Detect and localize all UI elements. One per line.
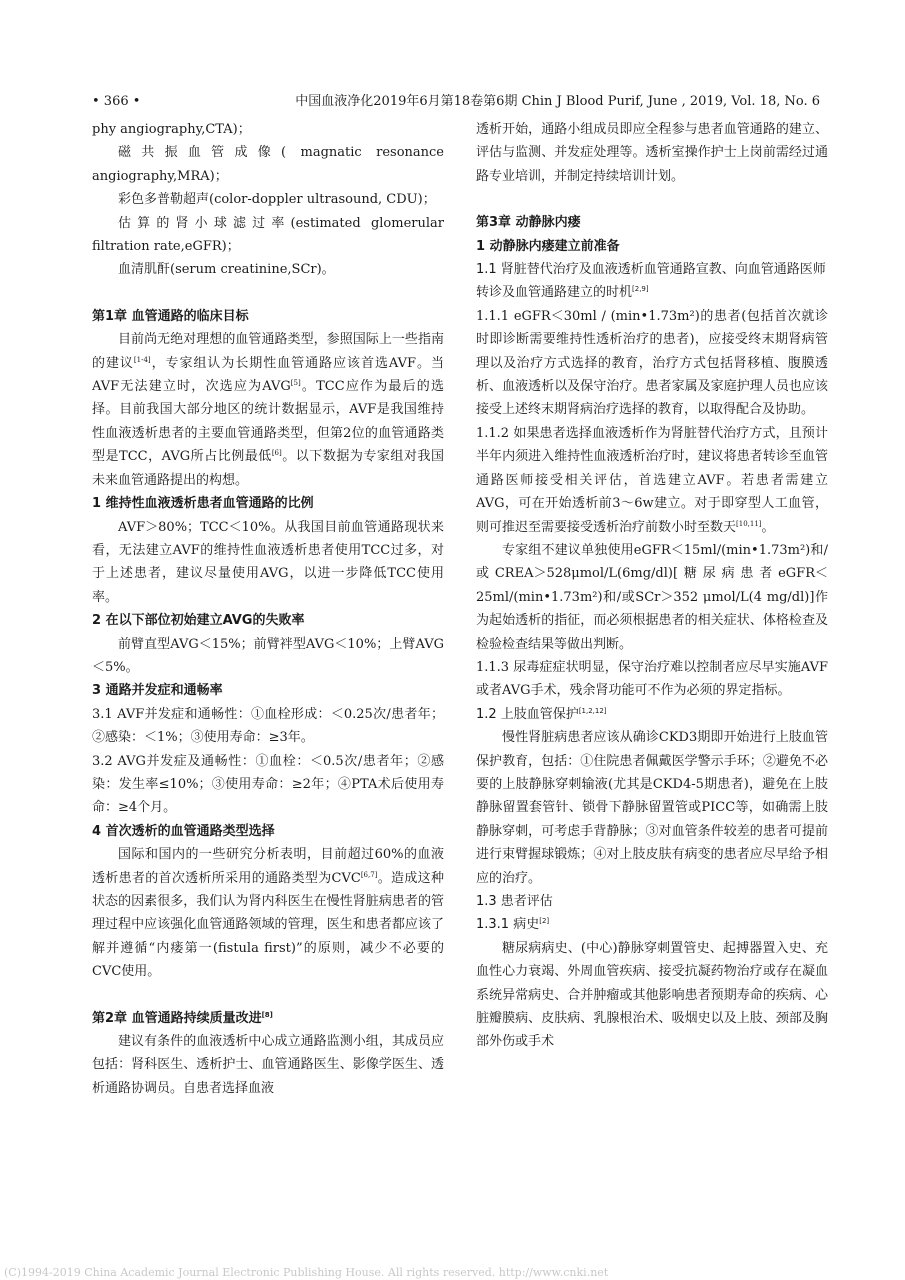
paragraph: 目前尚无绝对理想的血管通路类型，参照国际上一些指南的建议[1-4]，专家组认为长期性血管通路应该首选AVF。当AVF无法建立时，次选应为AVG[5]。TCC应作为最后的选择。目前我国大部分地区的统计数据显示，AVF是我国维持性血液透析患者的主要血管通路类型，但第2位的血管通路类型是TCC，AVG所占比例最低[6]。以下数据为专家组对我国未来血管通路提出的构想。 [92,332,444,488]
section-heading: 2 在以下部位初始建立AVG的失败率 [92,613,305,629]
page-number: • 366 • [92,94,141,109]
citation-ref: [2,9] [632,285,649,294]
chapter-2-heading: 第2章 血管通路持续质量改进[8] [92,1010,273,1026]
paragraph: phy angiography,CTA)； [92,122,251,137]
paragraph: 透析开始，通路小组成员即应全程参与患者血管通路的建立、评估与监测、并发症处理等。透析室操作护士上岗前需经过通路专业培训，并制定持续培训计划。 [476,122,828,184]
paragraph: 建议有条件的血液透析中心成立通路监测小组，其成员应包括：肾科医生、透析护士、血管通路医生、影像学医生、透析通路协调员。自患者选择血液 [92,1034,444,1096]
copyright-footer: (C)1994-2019 China Academic Journal Electronic Publishing House. All rights reserved. http://www.cnki.net [4,1266,609,1279]
subsection-heading: 1.3 患者评估 [476,894,553,909]
citation-ref: [6,7] [360,870,378,879]
chapter-1-heading: 第1章 血管通路的临床目标 [92,308,249,324]
section-heading: 3 通路并发症和通畅率 [92,683,223,699]
subsection-heading: 1.1 肾脏替代治疗及血液透析血管通路宣教、向血管通路医师转诊及血管通路建立的时机[2,9] [476,262,826,301]
paragraph: 专家组不建议单独使用eGFR＜15ml/(min•1.73m²)和/或CREA＞528μmol/L(6mg/dl)[糖尿病患者eGFR＜25ml/(min•1.73m²)和/或SCr＞352 μmol/L(4 mg/dl)]作为起始透析的指征，而必须根据患者的相关症状、体格检查及检验检查结果等做出判断。 [476,542,828,652]
subsection-heading: 1.2 上肢血管保护[1,2,12] [476,706,607,722]
citation-ref: [5] [290,379,301,388]
paragraph: 国际和国内的一些研究分析表明，目前超过60%的血液透析患者的首次透析所采用的通路类型为CVC[6,7]。造成这种状态的因素很多，我们认为肾内科医生在慢性肾脏病患者的管理过程中应该强化血管通路领域的管理，医生和患者都应该了解并遵循“内瘘第一(fistula first)”的原则，减少不必要的CVC使用。 [92,847,444,980]
citation-ref: [1-4] [133,355,151,364]
paragraph: 3.1 AVF并发症和通畅性：①血栓形成：＜0.25次/患者年；②感染：＜1%；③使用寿命：≥3年。 [92,706,444,746]
page-header [92,93,820,111]
section-heading: 1 动静脉内瘘建立前准备 [476,238,620,254]
paragraph: 前臂直型AVG＜15%；前臂袢型AVG＜10%；上臂AVG＜5%。 [92,636,444,675]
right-column [476,118,828,1054]
section-heading: 1 维持性血液透析患者血管通路的比例 [92,496,314,512]
paragraph: 糖尿病病史、(中心)静脉穿刺置管史、起搏器置入史、充血性心力衰竭、外周血管疾病、接受抗凝药物治疗或存在凝血系统异常病史、合并肿瘤或其他影响患者预期寿命的疾病、心脏瓣膜病、皮肤病、乳腺根治术、吸烟史以及上肢、颈部及胸部外伤或手术 [476,940,828,1050]
paragraph: 1.1.2 如果患者选择血液透析作为肾脏替代治疗方式，且预计半年内须进入维持性血液透析治疗时，建议将患者转诊至血管通路医师接受相关评估，首选建立AVF。若患者需建立AVG，可在开始透析前3～6w建立。对于即穿型人工血管，则可推迟至需要接受透析治疗前数小时至数天[10,11]。 [476,425,828,535]
left-column [92,118,444,1100]
citation-ref: [8] [261,1010,273,1019]
section-heading: 4 首次透析的血管通路类型选择 [92,823,275,839]
journal-citation: 中国血液净化2019年6月第18卷第6期 Chin J Blood Purif, June , 2019, Vol. 18, No. 6 [295,94,820,109]
paragraph: 血清肌酐(serum creatinine,SCr)。 [118,262,335,278]
paragraph: 1.1.3 尿毒症症状明显，保守治疗难以控制者应尽早实施AVF或者AVG手术，残余肾功能可不作为必须的界定指标。 [476,659,828,699]
paragraph: 1.1.1 eGFR＜30ml / (min•1.73m²)的患者(包括首次就诊时即诊断需要维持性透析治疗的患者)，应接受终末期肾病管理以及治疗方式选择的教育，治疗方式包括肾移植、腹膜透析、血液透析以及保守治疗。患者家属及家庭护理人员也应该接受上述终末期肾病治疗选择的教育，以取得配合及协助。 [476,308,828,418]
citation-ref: [1,2,12] [578,706,607,715]
paragraph: 3.2 AVG并发症及通畅性：①血栓：＜0.5次/患者年；②感染：发生率≤10%；③使用寿命：≥2年；④PTA术后使用寿命：≥4个月。 [92,753,444,816]
paragraph: 慢性肾脏病患者应该从确诊CKD3期即开始进行上肢血管保护教育，包括：①住院患者佩戴医学警示手环；②避免不必要的上肢静脉穿刺输液(尤其是CKD4-5期患者)，避免在上肢静脉留置套管针、锁骨下静脉留置管或PICC等，如确需上肢静脉穿刺，可考虑手背静脉；③对血管条件较差的患者可提前进行束臂握球锻炼；④对上肢皮肤有病变的患者应尽早给予相应的治疗。 [476,730,828,886]
citation-ref: [6] [271,449,282,458]
paragraph: 彩色多普勒超声(color-doppler ultrasound, CDU)； [118,192,436,208]
citation-ref: [10,11] [736,519,762,528]
paragraph: 磁共振血管成像( magnatic resonance angiography,MRA)； [92,145,444,184]
chapter-3-heading: 第3章 动静脉内瘘 [476,215,581,231]
paragraph: AVF＞80%；TCC＜10%。从我国目前血管通路现状来看，无法建立AVF的维持性血液透析患者使用TCC过多，对于上述患者，建议尽量使用AVG，以进一步降低TCC使用率。 [92,519,444,605]
subsection-heading: 1.3.1 病史[2] [476,917,550,933]
citation-ref: [2] [539,917,550,926]
paragraph: 估算的肾小球滤过率(estimated glomerular filtration rate,eGFR)； [92,215,444,255]
